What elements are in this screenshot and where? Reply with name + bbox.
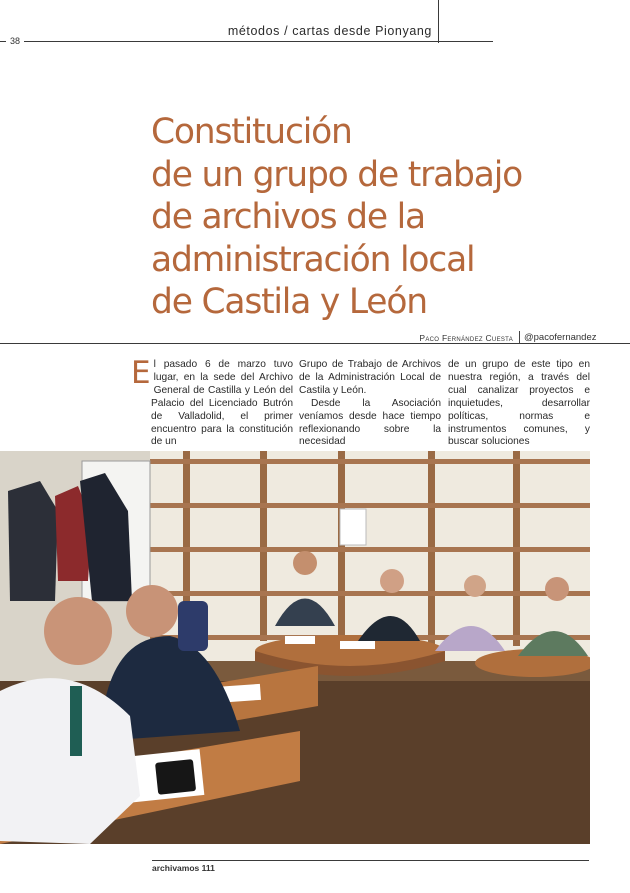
title-line: de archivos de la bbox=[151, 197, 425, 237]
body-column-1 bbox=[131, 355, 293, 449]
body-column-2 bbox=[299, 359, 441, 449]
drop-cap: E bbox=[131, 355, 151, 391]
page-number: 38 bbox=[6, 36, 24, 46]
author-name: Paco Fernández Cuesta bbox=[419, 333, 513, 343]
title-line: de un grupo de trabajo bbox=[151, 154, 522, 195]
body-paragraph bbox=[131, 355, 293, 449]
author-handle[interactable]: @pacofernandez bbox=[524, 332, 597, 343]
article-title bbox=[151, 111, 611, 324]
body-paragraph: Desde la Asociación veníamos desde hace tiempo reflexionando sobre la necesidad bbox=[299, 397, 441, 448]
body-paragraph: Grupo de Trabajo de Archivos de la Administración Local de Castila y León. bbox=[299, 359, 441, 396]
body-paragraph: de un grupo de este tipo en nuestra región, a través del cual canalizar proyectos e inquietudes, desarrollar políticas, normas e instrumentos comunes, y buscar soluciones bbox=[448, 359, 590, 448]
section-label: métodos / cartas desde Pionyang bbox=[227, 24, 432, 38]
header-divider bbox=[438, 0, 439, 43]
body-column-3 bbox=[448, 359, 590, 449]
paragraph-text: l pasado 6 de marzo tuvo lugar, en la sede del Archivo General de Castilla y León del Palacio del Licenciado Butrón de Valladolid, el primer encuentro para la constitución de un bbox=[151, 359, 293, 448]
title-line: administración local bbox=[151, 239, 475, 280]
magazine-footer: archivamos 111 bbox=[152, 863, 215, 873]
title-line: Constitución bbox=[151, 112, 352, 152]
footer-rule bbox=[152, 860, 589, 861]
meeting-photo-illustration bbox=[0, 451, 590, 844]
meeting-photo bbox=[0, 451, 590, 844]
byline-rule bbox=[0, 343, 630, 344]
title-line: de Castila y León bbox=[151, 282, 427, 322]
header-rule bbox=[0, 41, 493, 42]
